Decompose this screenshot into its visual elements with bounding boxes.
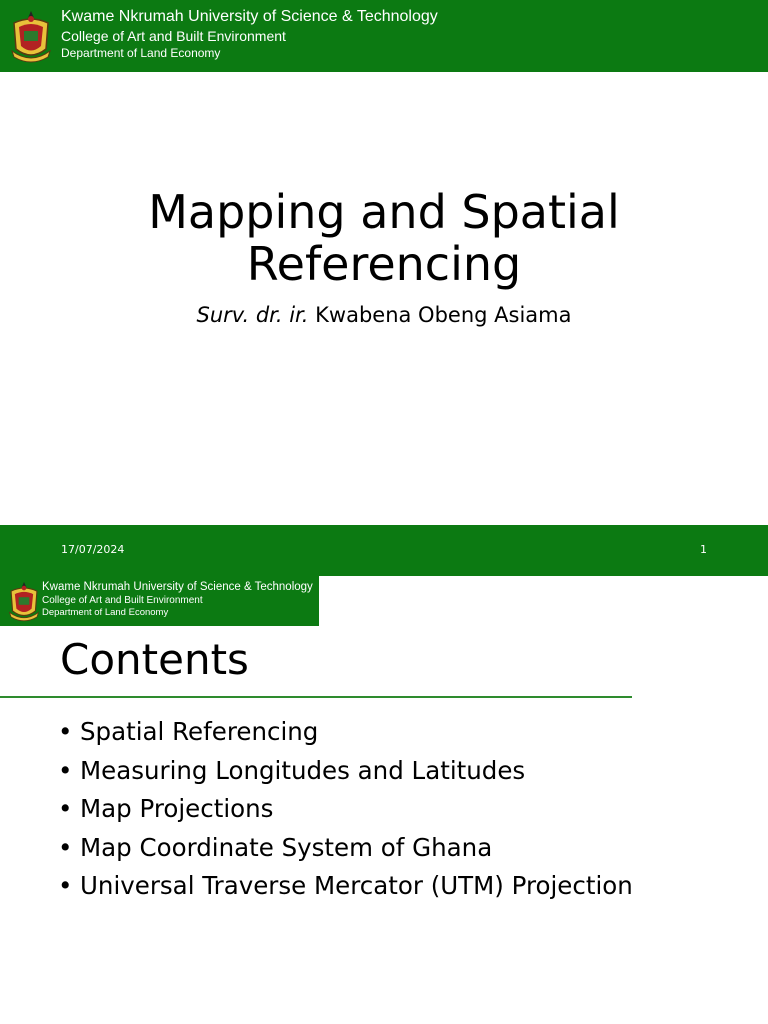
slide-footer bbox=[0, 525, 768, 576]
list-item: • Universal Traverse Mercator (UTM) Projection bbox=[58, 867, 633, 906]
bullet-icon: • bbox=[58, 717, 73, 746]
university-name: Kwame Nkrumah University of Science & Technology bbox=[42, 581, 313, 593]
slide-header bbox=[0, 576, 319, 626]
college-name: College of Art and Built Environment bbox=[61, 28, 286, 44]
author-prefix: Surv. dr. ir. bbox=[196, 303, 309, 327]
knust-crest-icon bbox=[10, 9, 52, 63]
contents-list bbox=[58, 713, 633, 906]
bullet-icon: • bbox=[58, 794, 73, 823]
slide-header bbox=[0, 0, 768, 72]
list-item: • Map Coordinate System of Ghana bbox=[58, 829, 633, 868]
author-name: Kwabena Obeng Asiama bbox=[315, 303, 572, 327]
list-item: • Map Projections bbox=[58, 790, 633, 829]
knust-crest-icon bbox=[8, 580, 40, 622]
author-line bbox=[84, 303, 684, 327]
footer-date: 17/07/2024 bbox=[61, 543, 125, 556]
bullet-icon: • bbox=[58, 755, 73, 785]
title-line-2: Referencing bbox=[246, 237, 522, 291]
bullet-icon: • bbox=[58, 832, 73, 862]
list-item: • Measuring Longitudes and Latitudes bbox=[58, 752, 633, 791]
title-line-1: Mapping and Spatial bbox=[148, 185, 620, 239]
bullet-icon: • bbox=[58, 871, 73, 900]
contents-title: Contents bbox=[60, 635, 249, 684]
university-name: Kwame Nkrumah University of Science & Technology bbox=[61, 8, 438, 25]
department-name: Department of Land Economy bbox=[42, 607, 169, 618]
college-name: College of Art and Built Environment bbox=[42, 595, 203, 606]
list-item: • Spatial Referencing bbox=[58, 713, 633, 752]
page-number: 1 bbox=[700, 543, 707, 556]
slide-title bbox=[84, 186, 684, 290]
department-name: Department of Land Economy bbox=[61, 46, 221, 60]
contents-slide bbox=[0, 576, 768, 1024]
title-divider bbox=[0, 696, 632, 698]
